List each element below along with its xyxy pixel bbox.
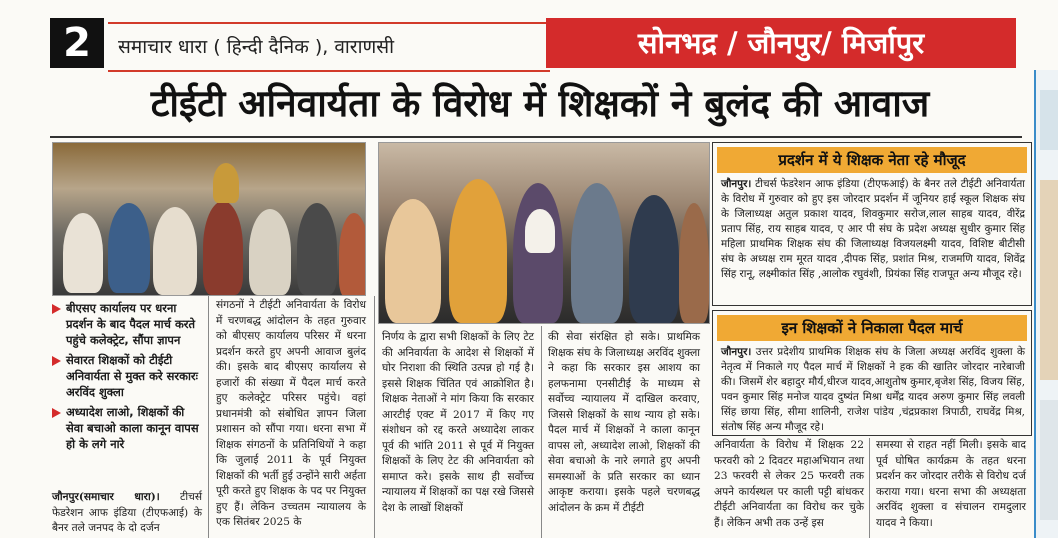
box-title: इन शिक्षकों ने निकाला पैदल मार्च: [717, 315, 1027, 341]
bullet-item: सेवारत शिक्षकों को टीईटी अनिवार्यता से मुक्त करे सरकारः अरविंद शुक्ला: [52, 352, 202, 400]
article-text: टीचर्स फेडरेशन आफ इंडिया (टीएफआई) के बैनर तले जनपद के दो दर्जन: [52, 491, 202, 534]
leaders-present-box: [712, 142, 1032, 306]
article-column-6: समस्या से राहत नहीं मिली। इसके बाद पूर्व घोषित कार्यक्रम के तहत धरना प्रदर्शन कर जोरदार तरीके से विरोध दर्ज कराया गया। धरना सभा की अध्यक्षता अरविंद शुक्ला व संचालन रामदुलार यादव ने किया।: [876, 439, 1026, 529]
box-dateline: जौनपुर।: [721, 178, 752, 190]
article-column-4: की सेवा संरक्षित हो सके। प्राथमिक शिक्षक संघ के जिलाध्यक्ष अरविंद शुक्ला ने कहा कि सरकार इस आशय का हलफनामा एनसीटीई के माध्यम से सर्वोच्च न्यायालय में दाखिल करवाए, जिससे शिक्षकों के साथ न्याय हो सके। पैदल मार्च में शिक्षकों ने काला कानून वापस लो, अध्यादेश लाओ, शिक्षकों की सेवा बचाओ के नारे लगाते हुए अपनी समस्याओं के प्रति सरकार का ध्यान आकृष्ट कराया। इसके पहले चरणबद्ध आंदोलन के क्रम में टीईटी: [548, 331, 700, 514]
bullet-item: बीएसए कार्यालय पर धरना प्रदर्शन के बाद पैदल मार्च करते पहुंचे कलेक्ट्रेट, सौंपा ज्ञापन: [52, 300, 202, 348]
box-text: उत्तर प्रदेशीय प्राथमिक शिक्षक संघ के जिला अध्यक्ष अरविंद शुक्ला के नेतृत्व में निकाले गए पैदल मार्च में शिक्षकों ने हक की खातिर जोरदार नारेबाजी की। जिसमें शेर बहादुर मौर्य,धीरज यादव,आशुतोष कुमार,बृजेश सिंह, विजय सिंह, पवन कुमार सिंह मनोज यादव दुष्यंत मिश्रा धर्मेंद्र यादव अरुण कुमार सिंह लवली सिंह छाया सिंह, सीमा शालिनी, राजेश पांडेय ,चंद्रप्रकाश त्रिपाठी, राघवेंद्र मिश्र, संतोष सिंह अन्य मौजूद रहे।: [721, 346, 1025, 433]
article-column-1: [52, 490, 202, 537]
protest-photo-2: [378, 142, 710, 324]
headline-rule: [50, 136, 1022, 138]
adjacent-page-edge: [1034, 70, 1058, 538]
protest-photo-1: [52, 142, 366, 296]
march-participants-box: [712, 310, 1032, 436]
article-column-3: निर्णय के द्वारा सभी शिक्षकों के लिए टेट की अनिवार्यता के आदेश से शिक्षकों में घोर निराशा की स्थिति उत्पन्न हो गई है। इससे शिक्षक चिंतित एवं आक्रोशित है। शिक्षक नेताओं ने मांग किया कि सरकार आरटीई एक्ट में 2017 में किए गए संशोधन को रद्द करते अध्यादेश लाकर पूर्व की भांति 2011 से पूर्व में नियुक्त शिक्षकों के लिए टेट की अनिवार्यता को समाप्त करे। इसके साथ ही सर्वोच्च न्यायालय में शिक्षकों का पक्ष रखे जिससे देश के लाखों शिक्षकों: [382, 331, 534, 514]
box-dateline: जौनपुर।: [721, 346, 752, 358]
bullet-item: अध्यादेश लाओ, शिक्षकों की सेवा बचाओ काला कानून वापस हो के लगे नारे: [52, 404, 202, 452]
region-banner: सोनभद्र / जौनपुर/ मिर्जापुर: [546, 18, 1016, 68]
masthead: समाचार धारा ( हिन्दी दैनिक ), वाराणसी: [108, 22, 550, 72]
page-number: 2: [50, 18, 104, 68]
article-column-2: संगठनों ने टीईटी अनिवार्यता के विरोध में चरणबद्ध आंदोलन के तहत गुरुवार को बीएसए कार्यालय परिसर में धरना प्रदर्शन करते हुए अपनी आवाज बुलंद की। इसके बाद बीएसए कार्यालय से हजारों की संख्या में पैदल मार्च करते हुए कलेक्ट्रेट परिसर पहुंचे। वहां प्रधानमंत्री को संबोधित ज्ञापन जिला प्रशासन को सौंपा गया। धरना सभा में शिक्षक संगठनों के प्रतिनिधियों ने कहा कि जुलाई 2011 के पूर्व नियुक्त शिक्षकों की भर्ती हुई उन्होंने सारी अर्हता पूरी करते हुए शिक्षक के पद पर नियुक्त हुए हैं। लेकिन उच्चतम न्यायालय के एक सितंबर 2025 के: [216, 299, 366, 528]
highlight-bullets: [52, 300, 202, 456]
headline: टीईटी अनिवार्यता के विरोध में शिक्षकों ने बुलंद की आवाज: [150, 82, 930, 125]
box-text: टीचर्स फेडरेशन आफ इंडिया (टीएफआई) के बैनर तले टीईटी अनिवार्यता के विरोध में गुरुवार को हुए इस जोरदार प्रदर्शन में जूनियर हाई स्कूल शिक्षक संघ के जिलाध्यक्ष अतुल प्रकाश यादव, शिवकुमार सरोज,लाल साहब यादव, वीरेंद्र प्रताप सिंह, राय साहब यादव, ए आर पी संघ के प्रदेश अध्यक्ष सुधीर कुमार सिंह महिला प्राथमिक शिक्षक संघ की जिलाध्यक्ष विजयलक्ष्मी यादव, विशिष्ट बीटीसी संघ के अध्यक्ष राम मूरत यादव ,दीपक सिंह, प्रशांत मिश्र, राजमणि यादव, शिवेंद्र सिंह रानू, लक्ष्मीकांत सिंह ,आलोक रघुवंशी, प्रियंका सिंह राजपूत अन्य मौजूद रहे।: [721, 178, 1025, 280]
box-title: प्रदर्शन में ये शिक्षक नेता रहे मौजूद: [717, 147, 1027, 173]
dateline: जौनपुर(समाचार धारा)।: [52, 491, 160, 503]
column-divider: [208, 296, 209, 538]
article-column-5: अनिवार्यता के विरोध में शिक्षक 22 फरवरी को 2 दिवटर महाअभियान तथा 23 फरवरी से लेकर 25 फरवरी तक अपने कार्यस्थल पर काली पट्टी बांधकर टीईटी अनिवार्यता का विरोध कर चुके हैं। लेकिन अभी तक उन्हें इस: [714, 439, 864, 529]
column-divider: [541, 326, 542, 538]
column-divider: [869, 438, 870, 538]
column-divider: [374, 296, 375, 538]
